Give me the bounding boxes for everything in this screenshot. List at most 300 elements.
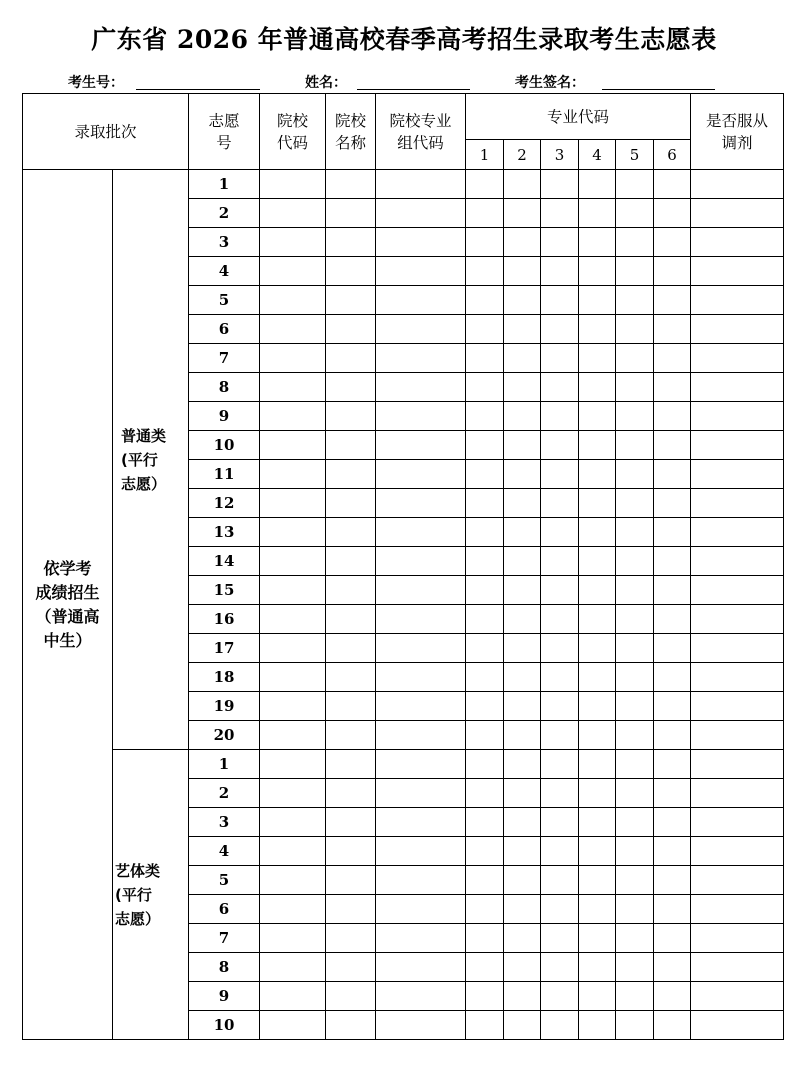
school-code-cell[interactable] [260,373,326,402]
major-code-cell[interactable] [541,866,579,895]
group-code-cell[interactable] [376,344,466,373]
school-name-cell[interactable] [326,837,376,866]
major-code-cell[interactable] [654,953,691,982]
school-name-cell[interactable] [326,634,376,663]
group-code-cell[interactable] [376,286,466,315]
major-code-cell[interactable] [579,605,616,634]
major-code-cell[interactable] [466,895,504,924]
school-name-cell[interactable] [326,489,376,518]
adjust-cell[interactable] [691,373,784,402]
major-code-cell[interactable] [654,721,691,750]
major-code-cell[interactable] [466,373,504,402]
major-code-cell[interactable] [466,605,504,634]
school-code-cell[interactable] [260,257,326,286]
major-code-cell[interactable] [504,344,541,373]
group-code-cell[interactable] [376,692,466,721]
major-code-cell[interactable] [616,402,654,431]
school-name-cell[interactable] [326,518,376,547]
major-code-cell[interactable] [616,750,654,779]
major-code-cell[interactable] [616,837,654,866]
major-code-cell[interactable] [654,982,691,1011]
group-code-cell[interactable] [376,431,466,460]
major-code-cell[interactable] [504,373,541,402]
major-code-cell[interactable] [654,199,691,228]
group-code-cell[interactable] [376,982,466,1011]
major-code-cell[interactable] [654,460,691,489]
adjust-cell[interactable] [691,228,784,257]
adjust-cell[interactable] [691,750,784,779]
school-name-cell[interactable] [326,431,376,460]
school-code-cell[interactable] [260,315,326,344]
major-code-cell[interactable] [466,344,504,373]
major-code-cell[interactable] [654,866,691,895]
school-code-cell[interactable] [260,750,326,779]
major-code-cell[interactable] [541,228,579,257]
school-name-cell[interactable] [326,663,376,692]
adjust-cell[interactable] [691,982,784,1011]
major-code-cell[interactable] [654,837,691,866]
major-code-cell[interactable] [654,634,691,663]
school-name-cell[interactable] [326,170,376,199]
major-code-cell[interactable] [616,286,654,315]
major-code-cell[interactable] [579,721,616,750]
adjust-cell[interactable] [691,605,784,634]
adjust-cell[interactable] [691,1011,784,1040]
major-code-cell[interactable] [541,663,579,692]
group-code-cell[interactable] [376,866,466,895]
major-code-cell[interactable] [541,750,579,779]
adjust-cell[interactable] [691,663,784,692]
major-code-cell[interactable] [504,605,541,634]
major-code-cell[interactable] [616,344,654,373]
major-code-cell[interactable] [504,170,541,199]
adjust-cell[interactable] [691,721,784,750]
major-code-cell[interactable] [579,199,616,228]
school-name-cell[interactable] [326,373,376,402]
adjust-cell[interactable] [691,170,784,199]
student-no-blank[interactable] [136,89,260,90]
major-code-cell[interactable] [466,663,504,692]
major-code-cell[interactable] [466,953,504,982]
school-name-cell[interactable] [326,779,376,808]
school-name-cell[interactable] [326,721,376,750]
major-code-cell[interactable] [541,1011,579,1040]
major-code-cell[interactable] [466,779,504,808]
major-code-cell[interactable] [466,199,504,228]
major-code-cell[interactable] [579,837,616,866]
school-name-cell[interactable] [326,547,376,576]
major-code-cell[interactable] [579,692,616,721]
adjust-cell[interactable] [691,924,784,953]
major-code-cell[interactable] [654,489,691,518]
major-code-cell[interactable] [616,315,654,344]
major-code-cell[interactable] [504,692,541,721]
major-code-cell[interactable] [541,779,579,808]
major-code-cell[interactable] [466,866,504,895]
major-code-cell[interactable] [541,518,579,547]
major-code-cell[interactable] [654,547,691,576]
major-code-cell[interactable] [541,460,579,489]
major-code-cell[interactable] [466,547,504,576]
school-code-cell[interactable] [260,431,326,460]
major-code-cell[interactable] [579,576,616,605]
school-name-cell[interactable] [326,605,376,634]
school-code-cell[interactable] [260,402,326,431]
major-code-cell[interactable] [654,1011,691,1040]
school-name-cell[interactable] [326,982,376,1011]
major-code-cell[interactable] [579,779,616,808]
group-code-cell[interactable] [376,924,466,953]
major-code-cell[interactable] [654,315,691,344]
major-code-cell[interactable] [654,170,691,199]
adjust-cell[interactable] [691,576,784,605]
major-code-cell[interactable] [616,605,654,634]
school-code-cell[interactable] [260,866,326,895]
major-code-cell[interactable] [579,895,616,924]
group-code-cell[interactable] [376,199,466,228]
major-code-cell[interactable] [579,924,616,953]
adjust-cell[interactable] [691,257,784,286]
major-code-cell[interactable] [466,315,504,344]
major-code-cell[interactable] [579,489,616,518]
major-code-cell[interactable] [504,460,541,489]
major-code-cell[interactable] [504,576,541,605]
group-code-cell[interactable] [376,634,466,663]
major-code-cell[interactable] [504,518,541,547]
major-code-cell[interactable] [654,431,691,460]
major-code-cell[interactable] [616,866,654,895]
school-code-cell[interactable] [260,518,326,547]
school-name-cell[interactable] [326,924,376,953]
major-code-cell[interactable] [616,953,654,982]
major-code-cell[interactable] [579,547,616,576]
major-code-cell[interactable] [616,576,654,605]
major-code-cell[interactable] [579,315,616,344]
major-code-cell[interactable] [466,808,504,837]
group-code-cell[interactable] [376,228,466,257]
adjust-cell[interactable] [691,634,784,663]
major-code-cell[interactable] [616,982,654,1011]
major-code-cell[interactable] [541,373,579,402]
major-code-cell[interactable] [541,286,579,315]
major-code-cell[interactable] [541,895,579,924]
major-code-cell[interactable] [654,605,691,634]
major-code-cell[interactable] [504,257,541,286]
adjust-cell[interactable] [691,489,784,518]
major-code-cell[interactable] [504,663,541,692]
adjust-cell[interactable] [691,431,784,460]
group-code-cell[interactable] [376,489,466,518]
major-code-cell[interactable] [504,866,541,895]
major-code-cell[interactable] [616,663,654,692]
adjust-cell[interactable] [691,402,784,431]
major-code-cell[interactable] [616,257,654,286]
major-code-cell[interactable] [616,199,654,228]
major-code-cell[interactable] [466,924,504,953]
major-code-cell[interactable] [466,228,504,257]
group-code-cell[interactable] [376,837,466,866]
major-code-cell[interactable] [579,344,616,373]
school-name-cell[interactable] [326,808,376,837]
major-code-cell[interactable] [616,170,654,199]
school-code-cell[interactable] [260,605,326,634]
school-name-cell[interactable] [326,576,376,605]
major-code-cell[interactable] [579,257,616,286]
adjust-cell[interactable] [691,953,784,982]
major-code-cell[interactable] [541,924,579,953]
major-code-cell[interactable] [579,750,616,779]
group-code-cell[interactable] [376,605,466,634]
signature-blank[interactable] [602,89,715,90]
major-code-cell[interactable] [541,605,579,634]
major-code-cell[interactable] [466,518,504,547]
group-code-cell[interactable] [376,170,466,199]
major-code-cell[interactable] [504,895,541,924]
major-code-cell[interactable] [579,170,616,199]
major-code-cell[interactable] [466,576,504,605]
major-code-cell[interactable] [579,953,616,982]
major-code-cell[interactable] [466,837,504,866]
school-code-cell[interactable] [260,489,326,518]
group-code-cell[interactable] [376,895,466,924]
group-code-cell[interactable] [376,257,466,286]
school-code-cell[interactable] [260,460,326,489]
group-code-cell[interactable] [376,779,466,808]
group-code-cell[interactable] [376,750,466,779]
major-code-cell[interactable] [654,779,691,808]
major-code-cell[interactable] [616,373,654,402]
major-code-cell[interactable] [579,431,616,460]
school-name-cell[interactable] [326,286,376,315]
group-code-cell[interactable] [376,576,466,605]
adjust-cell[interactable] [691,315,784,344]
school-code-cell[interactable] [260,344,326,373]
adjust-cell[interactable] [691,460,784,489]
major-code-cell[interactable] [466,1011,504,1040]
major-code-cell[interactable] [579,228,616,257]
major-code-cell[interactable] [466,257,504,286]
major-code-cell[interactable] [541,344,579,373]
group-code-cell[interactable] [376,547,466,576]
major-code-cell[interactable] [616,692,654,721]
adjust-cell[interactable] [691,895,784,924]
group-code-cell[interactable] [376,315,466,344]
major-code-cell[interactable] [504,315,541,344]
school-name-cell[interactable] [326,953,376,982]
school-code-cell[interactable] [260,692,326,721]
major-code-cell[interactable] [541,837,579,866]
major-code-cell[interactable] [616,547,654,576]
adjust-cell[interactable] [691,547,784,576]
group-code-cell[interactable] [376,373,466,402]
school-code-cell[interactable] [260,170,326,199]
major-code-cell[interactable] [616,431,654,460]
major-code-cell[interactable] [466,721,504,750]
adjust-cell[interactable] [691,866,784,895]
major-code-cell[interactable] [654,373,691,402]
major-code-cell[interactable] [541,489,579,518]
major-code-cell[interactable] [541,170,579,199]
adjust-cell[interactable] [691,779,784,808]
major-code-cell[interactable] [466,489,504,518]
major-code-cell[interactable] [541,402,579,431]
major-code-cell[interactable] [466,750,504,779]
school-code-cell[interactable] [260,982,326,1011]
major-code-cell[interactable] [466,402,504,431]
major-code-cell[interactable] [466,692,504,721]
major-code-cell[interactable] [654,257,691,286]
school-code-cell[interactable] [260,779,326,808]
school-code-cell[interactable] [260,634,326,663]
major-code-cell[interactable] [466,286,504,315]
major-code-cell[interactable] [504,953,541,982]
school-code-cell[interactable] [260,721,326,750]
group-code-cell[interactable] [376,721,466,750]
major-code-cell[interactable] [616,808,654,837]
school-code-cell[interactable] [260,547,326,576]
major-code-cell[interactable] [654,924,691,953]
adjust-cell[interactable] [691,344,784,373]
adjust-cell[interactable] [691,199,784,228]
school-name-cell[interactable] [326,402,376,431]
major-code-cell[interactable] [616,634,654,663]
adjust-cell[interactable] [691,837,784,866]
major-code-cell[interactable] [504,924,541,953]
group-code-cell[interactable] [376,402,466,431]
name-blank[interactable] [357,89,470,90]
major-code-cell[interactable] [579,518,616,547]
major-code-cell[interactable] [541,547,579,576]
school-name-cell[interactable] [326,199,376,228]
school-name-cell[interactable] [326,692,376,721]
group-code-cell[interactable] [376,953,466,982]
major-code-cell[interactable] [654,402,691,431]
school-code-cell[interactable] [260,953,326,982]
major-code-cell[interactable] [654,808,691,837]
major-code-cell[interactable] [616,721,654,750]
major-code-cell[interactable] [616,460,654,489]
major-code-cell[interactable] [504,228,541,257]
major-code-cell[interactable] [654,344,691,373]
major-code-cell[interactable] [654,286,691,315]
major-code-cell[interactable] [541,199,579,228]
group-code-cell[interactable] [376,663,466,692]
major-code-cell[interactable] [616,489,654,518]
major-code-cell[interactable] [654,228,691,257]
major-code-cell[interactable] [466,170,504,199]
group-code-cell[interactable] [376,460,466,489]
major-code-cell[interactable] [541,257,579,286]
school-code-cell[interactable] [260,895,326,924]
school-code-cell[interactable] [260,837,326,866]
major-code-cell[interactable] [466,634,504,663]
school-name-cell[interactable] [326,1011,376,1040]
school-code-cell[interactable] [260,199,326,228]
major-code-cell[interactable] [504,750,541,779]
major-code-cell[interactable] [579,866,616,895]
major-code-cell[interactable] [504,808,541,837]
major-code-cell[interactable] [466,431,504,460]
major-code-cell[interactable] [616,924,654,953]
adjust-cell[interactable] [691,692,784,721]
major-code-cell[interactable] [466,460,504,489]
major-code-cell[interactable] [654,663,691,692]
major-code-cell[interactable] [504,402,541,431]
school-code-cell[interactable] [260,1011,326,1040]
major-code-cell[interactable] [504,634,541,663]
school-code-cell[interactable] [260,228,326,257]
major-code-cell[interactable] [654,750,691,779]
adjust-cell[interactable] [691,808,784,837]
major-code-cell[interactable] [616,1011,654,1040]
major-code-cell[interactable] [504,489,541,518]
major-code-cell[interactable] [504,721,541,750]
major-code-cell[interactable] [579,634,616,663]
major-code-cell[interactable] [616,228,654,257]
group-code-cell[interactable] [376,1011,466,1040]
major-code-cell[interactable] [541,808,579,837]
major-code-cell[interactable] [504,1011,541,1040]
major-code-cell[interactable] [654,576,691,605]
major-code-cell[interactable] [579,460,616,489]
major-code-cell[interactable] [466,982,504,1011]
major-code-cell[interactable] [579,402,616,431]
major-code-cell[interactable] [504,199,541,228]
school-code-cell[interactable] [260,286,326,315]
school-name-cell[interactable] [326,895,376,924]
major-code-cell[interactable] [579,1011,616,1040]
major-code-cell[interactable] [541,953,579,982]
major-code-cell[interactable] [579,982,616,1011]
major-code-cell[interactable] [654,692,691,721]
major-code-cell[interactable] [654,895,691,924]
school-name-cell[interactable] [326,257,376,286]
school-name-cell[interactable] [326,750,376,779]
major-code-cell[interactable] [579,286,616,315]
school-code-cell[interactable] [260,576,326,605]
major-code-cell[interactable] [616,895,654,924]
school-code-cell[interactable] [260,808,326,837]
major-code-cell[interactable] [541,315,579,344]
major-code-cell[interactable] [579,663,616,692]
school-code-cell[interactable] [260,924,326,953]
major-code-cell[interactable] [654,518,691,547]
major-code-cell[interactable] [541,431,579,460]
group-code-cell[interactable] [376,808,466,837]
adjust-cell[interactable] [691,286,784,315]
major-code-cell[interactable] [579,808,616,837]
adjust-cell[interactable] [691,518,784,547]
major-code-cell[interactable] [504,982,541,1011]
major-code-cell[interactable] [504,286,541,315]
school-name-cell[interactable] [326,315,376,344]
major-code-cell[interactable] [541,982,579,1011]
major-code-cell[interactable] [541,634,579,663]
major-code-cell[interactable] [541,721,579,750]
school-name-cell[interactable] [326,344,376,373]
major-code-cell[interactable] [541,692,579,721]
school-name-cell[interactable] [326,866,376,895]
school-name-cell[interactable] [326,460,376,489]
group-code-cell[interactable] [376,518,466,547]
major-code-cell[interactable] [616,779,654,808]
major-code-cell[interactable] [504,837,541,866]
major-code-cell[interactable] [504,431,541,460]
major-code-cell[interactable] [504,779,541,808]
major-code-cell[interactable] [541,576,579,605]
major-code-cell[interactable] [616,518,654,547]
school-code-cell[interactable] [260,663,326,692]
